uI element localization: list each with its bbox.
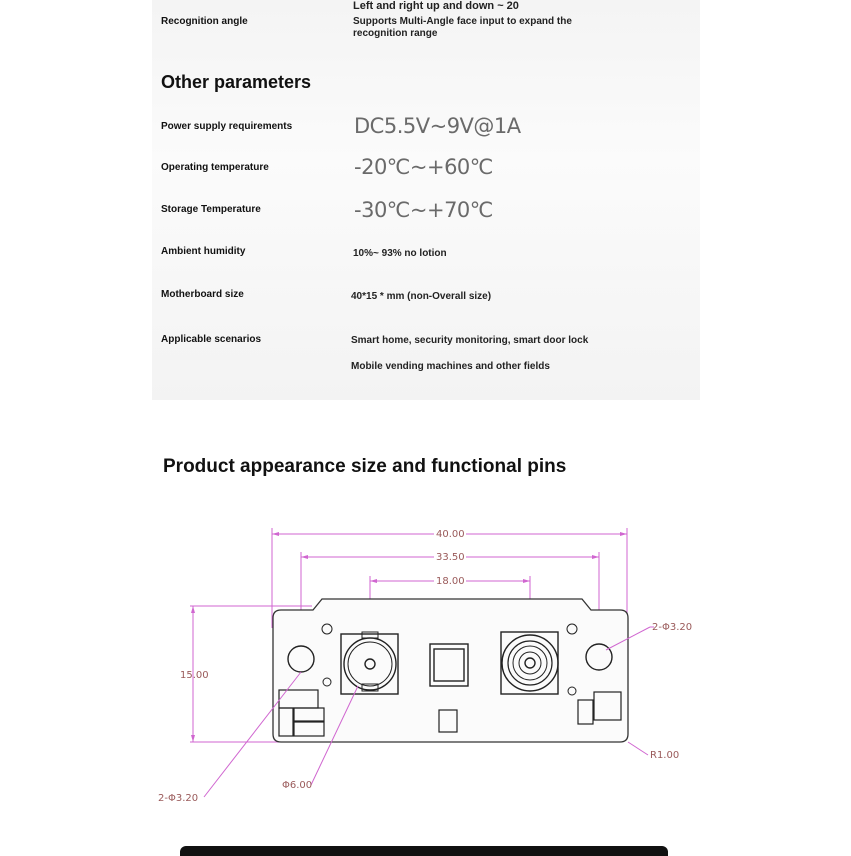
motherboard-size-label: Motherboard size [161,289,244,300]
dim-total-width: 40.00 [436,529,465,540]
corner-radius-callout: R1.00 [650,750,680,761]
power-supply-value: DC5.5V~9V@1A [354,114,521,138]
recognition-angle-value-3: recognition range [353,28,438,39]
operating-temperature-value: -20℃~+60℃ [354,155,493,179]
ambient-humidity-value: 10%~ 93% no lotion [353,248,447,259]
motherboard-size-value: 40*15 * mm (non-Overall size) [351,291,492,302]
hole-callout-right: 2-Φ3.20 [652,622,693,633]
next-section-bar [180,846,668,856]
power-supply-label: Power supply requirements [161,121,293,132]
operating-temperature-label: Operating temperature [161,162,269,173]
applicable-scenarios-value-2: Mobile vending machines and other fields [351,361,550,372]
recognition-angle-label: Recognition angle [161,16,248,27]
storage-temperature-value: -30℃~+70℃ [354,198,493,222]
hole-callout-left: 2-Φ3.20 [158,793,199,804]
dim-hole-spacing: 33.50 [436,552,465,563]
lens-callout: Φ6.00 [282,780,313,791]
ambient-humidity-label: Ambient humidity [161,246,246,257]
recognition-angle-value-1: Left and right up and down ~ 20 [353,0,519,12]
recognition-angle-value-2: Supports Multi-Angle face input to expand the [353,16,572,27]
product-heading: Product appearance size and functional pins [163,456,567,477]
applicable-scenarios-label: Applicable scenarios [161,334,262,345]
dim-height: 15.00 [180,670,209,681]
storage-temperature-label: Storage Temperature [161,204,261,215]
other-parameters-heading: Other parameters [161,72,312,92]
dim-lens-spacing: 18.00 [436,576,465,587]
applicable-scenarios-value-1: Smart home, security monitoring, smart door lock [351,335,589,346]
